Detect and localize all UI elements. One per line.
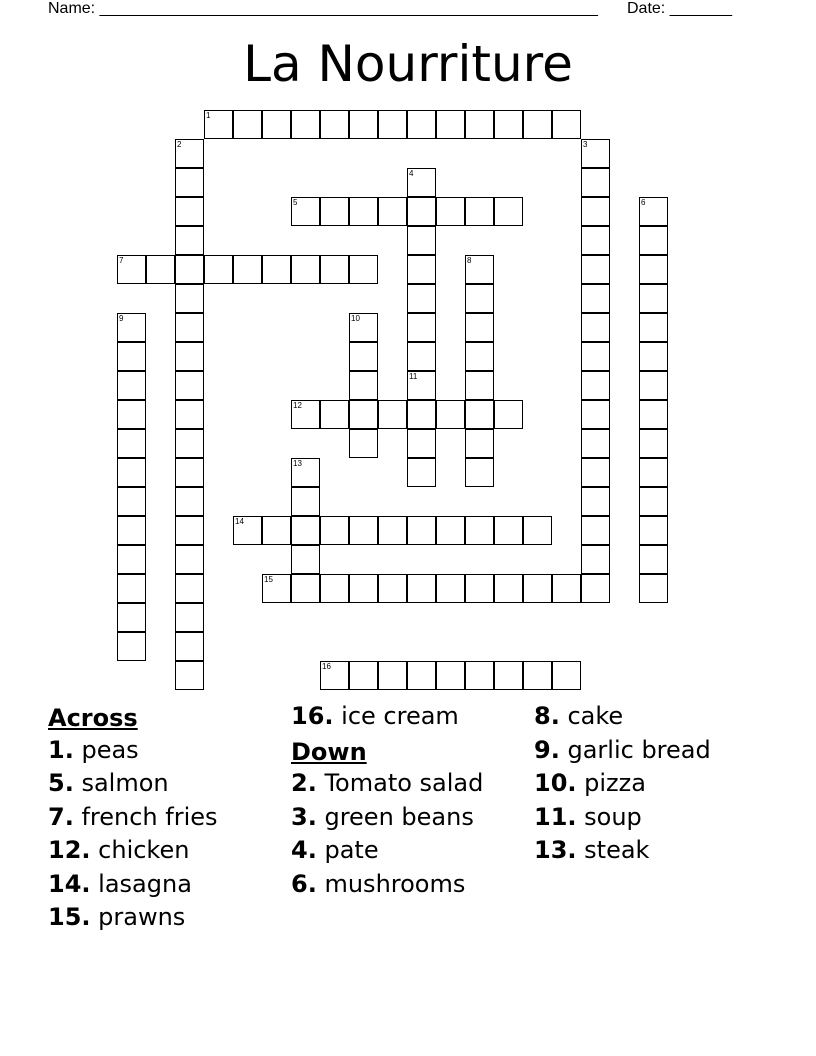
crossword-cell[interactable] (407, 284, 436, 313)
clue-down-13: 13. steak (534, 836, 650, 864)
crossword-cell[interactable] (494, 110, 523, 139)
crossword-cell[interactable] (581, 226, 610, 255)
crossword-cell[interactable] (436, 400, 465, 429)
cell-number: 14 (235, 517, 244, 526)
crossword-cell[interactable] (407, 313, 436, 342)
crossword-cell[interactable] (436, 197, 465, 226)
crossword-cell[interactable] (465, 516, 494, 545)
crossword-cell[interactable] (349, 516, 378, 545)
crossword-cell[interactable] (175, 284, 204, 313)
cell-number: 4 (409, 169, 414, 178)
crossword-cell[interactable] (465, 313, 494, 342)
crossword-cell[interactable] (407, 168, 436, 197)
crossword-cell[interactable] (407, 371, 436, 400)
crossword-cell[interactable] (523, 661, 552, 690)
cell-number: 6 (641, 198, 646, 207)
cell-number: 1 (206, 111, 211, 120)
crossword-cell[interactable] (378, 197, 407, 226)
cell-number: 9 (119, 314, 124, 323)
crossword-cell[interactable] (262, 516, 291, 545)
clue-across-15: 15. prawns (48, 903, 186, 931)
crossword-cell[interactable] (465, 458, 494, 487)
clue-down-8: 8. cake (534, 702, 624, 730)
crossword-cell[interactable] (175, 226, 204, 255)
crossword-cell[interactable] (639, 371, 668, 400)
crossword-cell[interactable] (407, 255, 436, 284)
clue-across-16: 16. ice cream (291, 702, 459, 730)
crossword-cell[interactable] (581, 313, 610, 342)
crossword-cell[interactable] (378, 516, 407, 545)
clues-column-2 (291, 702, 526, 903)
crossword-cell[interactable] (494, 197, 523, 226)
crossword-cell[interactable] (436, 516, 465, 545)
crossword-cell[interactable] (581, 284, 610, 313)
crossword-cell[interactable] (320, 574, 349, 603)
crossword-cell[interactable] (639, 342, 668, 371)
crossword-cell[interactable] (175, 313, 204, 342)
crossword-cell[interactable] (349, 574, 378, 603)
crossword-cell[interactable] (581, 197, 610, 226)
clue-across-14: 14. lasagna (48, 869, 192, 898)
crossword-cell[interactable] (175, 632, 204, 661)
crossword-cell[interactable] (378, 110, 407, 139)
crossword-cell[interactable] (494, 661, 523, 690)
crossword-cell[interactable] (349, 342, 378, 371)
crossword-cell[interactable] (117, 342, 146, 371)
clue-across-12: 12. chicken (48, 836, 190, 864)
crossword-cell[interactable] (175, 487, 204, 516)
crossword-cell[interactable] (581, 371, 610, 400)
crossword-cell[interactable] (494, 400, 523, 429)
crossword-cell[interactable] (639, 197, 668, 226)
crossword-cell[interactable] (262, 255, 291, 284)
crossword-cell[interactable] (581, 255, 610, 284)
crossword-cell[interactable] (465, 255, 494, 284)
date-field[interactable]: Date: _______ (627, 0, 732, 17)
crossword-cell[interactable] (175, 139, 204, 168)
crossword-cell[interactable] (465, 284, 494, 313)
crossword-cell[interactable] (465, 371, 494, 400)
crossword-cell[interactable] (581, 400, 610, 429)
clue-down-4: 4. pate (291, 836, 379, 864)
crossword-cell[interactable] (407, 429, 436, 458)
crossword-cell[interactable] (349, 371, 378, 400)
crossword-cell[interactable] (523, 574, 552, 603)
crossword-cell[interactable] (117, 487, 146, 516)
crossword-cell[interactable] (639, 226, 668, 255)
clues-column-3 (534, 702, 804, 870)
crossword-cell[interactable] (639, 400, 668, 429)
clue-across-1: 1. peas (48, 735, 139, 764)
crossword-cell[interactable] (349, 429, 378, 458)
across-heading: Across (48, 704, 138, 732)
crossword-cell[interactable] (117, 545, 146, 574)
crossword-cell[interactable] (320, 516, 349, 545)
clue-down-9: 9. garlic bread (534, 735, 711, 764)
crossword-cell[interactable] (436, 661, 465, 690)
crossword-cell[interactable] (407, 400, 436, 429)
crossword-cell[interactable] (320, 661, 349, 690)
crossword-cell[interactable] (175, 545, 204, 574)
crossword-cell[interactable] (523, 110, 552, 139)
crossword-cell[interactable] (175, 516, 204, 545)
crossword-cell[interactable] (581, 429, 610, 458)
crossword-cell[interactable] (349, 197, 378, 226)
crossword-cell[interactable] (175, 168, 204, 197)
crossword-cell[interactable] (639, 284, 668, 313)
cell-number: 10 (351, 314, 360, 323)
crossword-cell[interactable] (262, 574, 291, 603)
crossword-cell[interactable] (320, 110, 349, 139)
crossword-cell[interactable] (175, 342, 204, 371)
crossword-cell[interactable] (407, 458, 436, 487)
crossword-cell[interactable] (639, 313, 668, 342)
crossword-cell[interactable] (436, 574, 465, 603)
crossword-cell[interactable] (291, 197, 320, 226)
crossword-cell[interactable] (320, 197, 349, 226)
crossword-cell[interactable] (117, 458, 146, 487)
crossword-cell[interactable] (262, 110, 291, 139)
crossword-cell[interactable] (117, 632, 146, 661)
crossword-cell[interactable] (117, 603, 146, 632)
crossword-cell[interactable] (581, 139, 610, 168)
cell-number: 15 (264, 575, 273, 584)
crossword-cell[interactable] (291, 458, 320, 487)
crossword-cell[interactable] (378, 400, 407, 429)
crossword-cell[interactable] (639, 516, 668, 545)
clue-down-11: 11. soup (534, 802, 642, 831)
crossword-cell[interactable] (349, 313, 378, 342)
crossword-cell[interactable] (175, 371, 204, 400)
crossword-cell[interactable] (523, 516, 552, 545)
crossword-cell[interactable] (581, 168, 610, 197)
crossword-cell[interactable] (378, 661, 407, 690)
crossword-cell[interactable] (639, 429, 668, 458)
cell-number: 11 (409, 372, 418, 381)
crossword-cell[interactable] (407, 342, 436, 371)
crossword-cell[interactable] (581, 487, 610, 516)
cell-number: 5 (293, 198, 298, 207)
cell-number: 2 (177, 140, 182, 149)
clue-down-3: 3. green beans (291, 802, 474, 831)
crossword-cell[interactable] (581, 342, 610, 371)
clue-across-5: 5. salmon (48, 769, 169, 797)
crossword-cell[interactable] (175, 603, 204, 632)
crossword-cell[interactable] (349, 400, 378, 429)
crossword-cell[interactable] (581, 458, 610, 487)
crossword-cell[interactable] (291, 110, 320, 139)
crossword-cell[interactable] (117, 516, 146, 545)
crossword-cell[interactable] (552, 110, 581, 139)
crossword-cell[interactable] (639, 255, 668, 284)
crossword-cell[interactable] (117, 313, 146, 342)
crossword-cell[interactable] (175, 458, 204, 487)
crossword-cell[interactable] (581, 574, 610, 603)
crossword-cell[interactable] (465, 342, 494, 371)
crossword-cell[interactable] (233, 255, 262, 284)
crossword-cell[interactable] (233, 516, 262, 545)
clue-across-7: 7. french fries (48, 802, 218, 831)
crossword-cell[interactable] (465, 429, 494, 458)
crossword-cell[interactable] (117, 429, 146, 458)
page-title: La Nourriture (243, 35, 573, 93)
crossword-cell[interactable] (407, 516, 436, 545)
crossword-cell[interactable] (581, 545, 610, 574)
crossword-cell[interactable] (407, 226, 436, 255)
crossword-cell[interactable] (291, 516, 320, 545)
crossword-cell[interactable] (146, 255, 175, 284)
crossword-cell[interactable] (407, 661, 436, 690)
crossword-cell[interactable] (639, 545, 668, 574)
crossword-cell[interactable] (407, 110, 436, 139)
crossword-cell[interactable] (349, 661, 378, 690)
crossword-cell[interactable] (175, 574, 204, 603)
crossword-cell[interactable] (175, 400, 204, 429)
crossword-cell[interactable] (494, 574, 523, 603)
crossword-cell[interactable] (175, 661, 204, 690)
crossword-cell[interactable] (291, 255, 320, 284)
crossword-cell[interactable] (465, 110, 494, 139)
crossword-cell[interactable] (117, 255, 146, 284)
crossword-cell[interactable] (291, 574, 320, 603)
crossword-cell[interactable] (320, 255, 349, 284)
crossword-cell[interactable] (204, 110, 233, 139)
crossword-cell[interactable] (407, 197, 436, 226)
crossword-cell[interactable] (465, 661, 494, 690)
crossword-cell[interactable] (291, 400, 320, 429)
down-heading: Down (291, 737, 367, 766)
cell-number: 3 (583, 140, 588, 149)
cell-number: 12 (293, 401, 302, 410)
clue-down-2: 2. Tomato salad (291, 769, 484, 797)
crossword-cell[interactable] (639, 574, 668, 603)
cell-number: 16 (322, 662, 331, 671)
crossword-cell[interactable] (175, 197, 204, 226)
crossword-cell[interactable] (639, 487, 668, 516)
crossword-cell[interactable] (204, 255, 233, 284)
crossword-cell[interactable] (552, 574, 581, 603)
crossword-cell[interactable] (581, 516, 610, 545)
crossword-cell[interactable] (349, 110, 378, 139)
clue-down-6: 6. mushrooms (291, 869, 466, 898)
cell-number: 8 (467, 256, 472, 265)
cell-number: 13 (293, 459, 302, 468)
cell-number: 7 (119, 256, 124, 265)
crossword-cell[interactable] (233, 110, 262, 139)
clues-column-1 (48, 702, 283, 937)
crossword-cell[interactable] (465, 400, 494, 429)
crossword-cell[interactable] (639, 458, 668, 487)
crossword-cell[interactable] (291, 487, 320, 516)
crossword-cell[interactable] (494, 516, 523, 545)
crossword-cell[interactable] (291, 545, 320, 574)
crossword-cell[interactable] (465, 197, 494, 226)
clue-down-10: 10. pizza (534, 769, 646, 797)
crossword-cell[interactable] (175, 429, 204, 458)
crossword-cell[interactable] (175, 255, 204, 284)
crossword-cell[interactable] (349, 255, 378, 284)
crossword-cell[interactable] (117, 400, 146, 429)
crossword-cell[interactable] (117, 371, 146, 400)
crossword-cell[interactable] (320, 400, 349, 429)
crossword-cell[interactable] (465, 574, 494, 603)
crossword-cell[interactable] (407, 574, 436, 603)
name-field[interactable]: Name: ________________________________________________________ (48, 0, 598, 17)
crossword-cell[interactable] (436, 110, 465, 139)
crossword-cell[interactable] (117, 574, 146, 603)
crossword-cell[interactable] (552, 661, 581, 690)
crossword-cell[interactable] (378, 574, 407, 603)
